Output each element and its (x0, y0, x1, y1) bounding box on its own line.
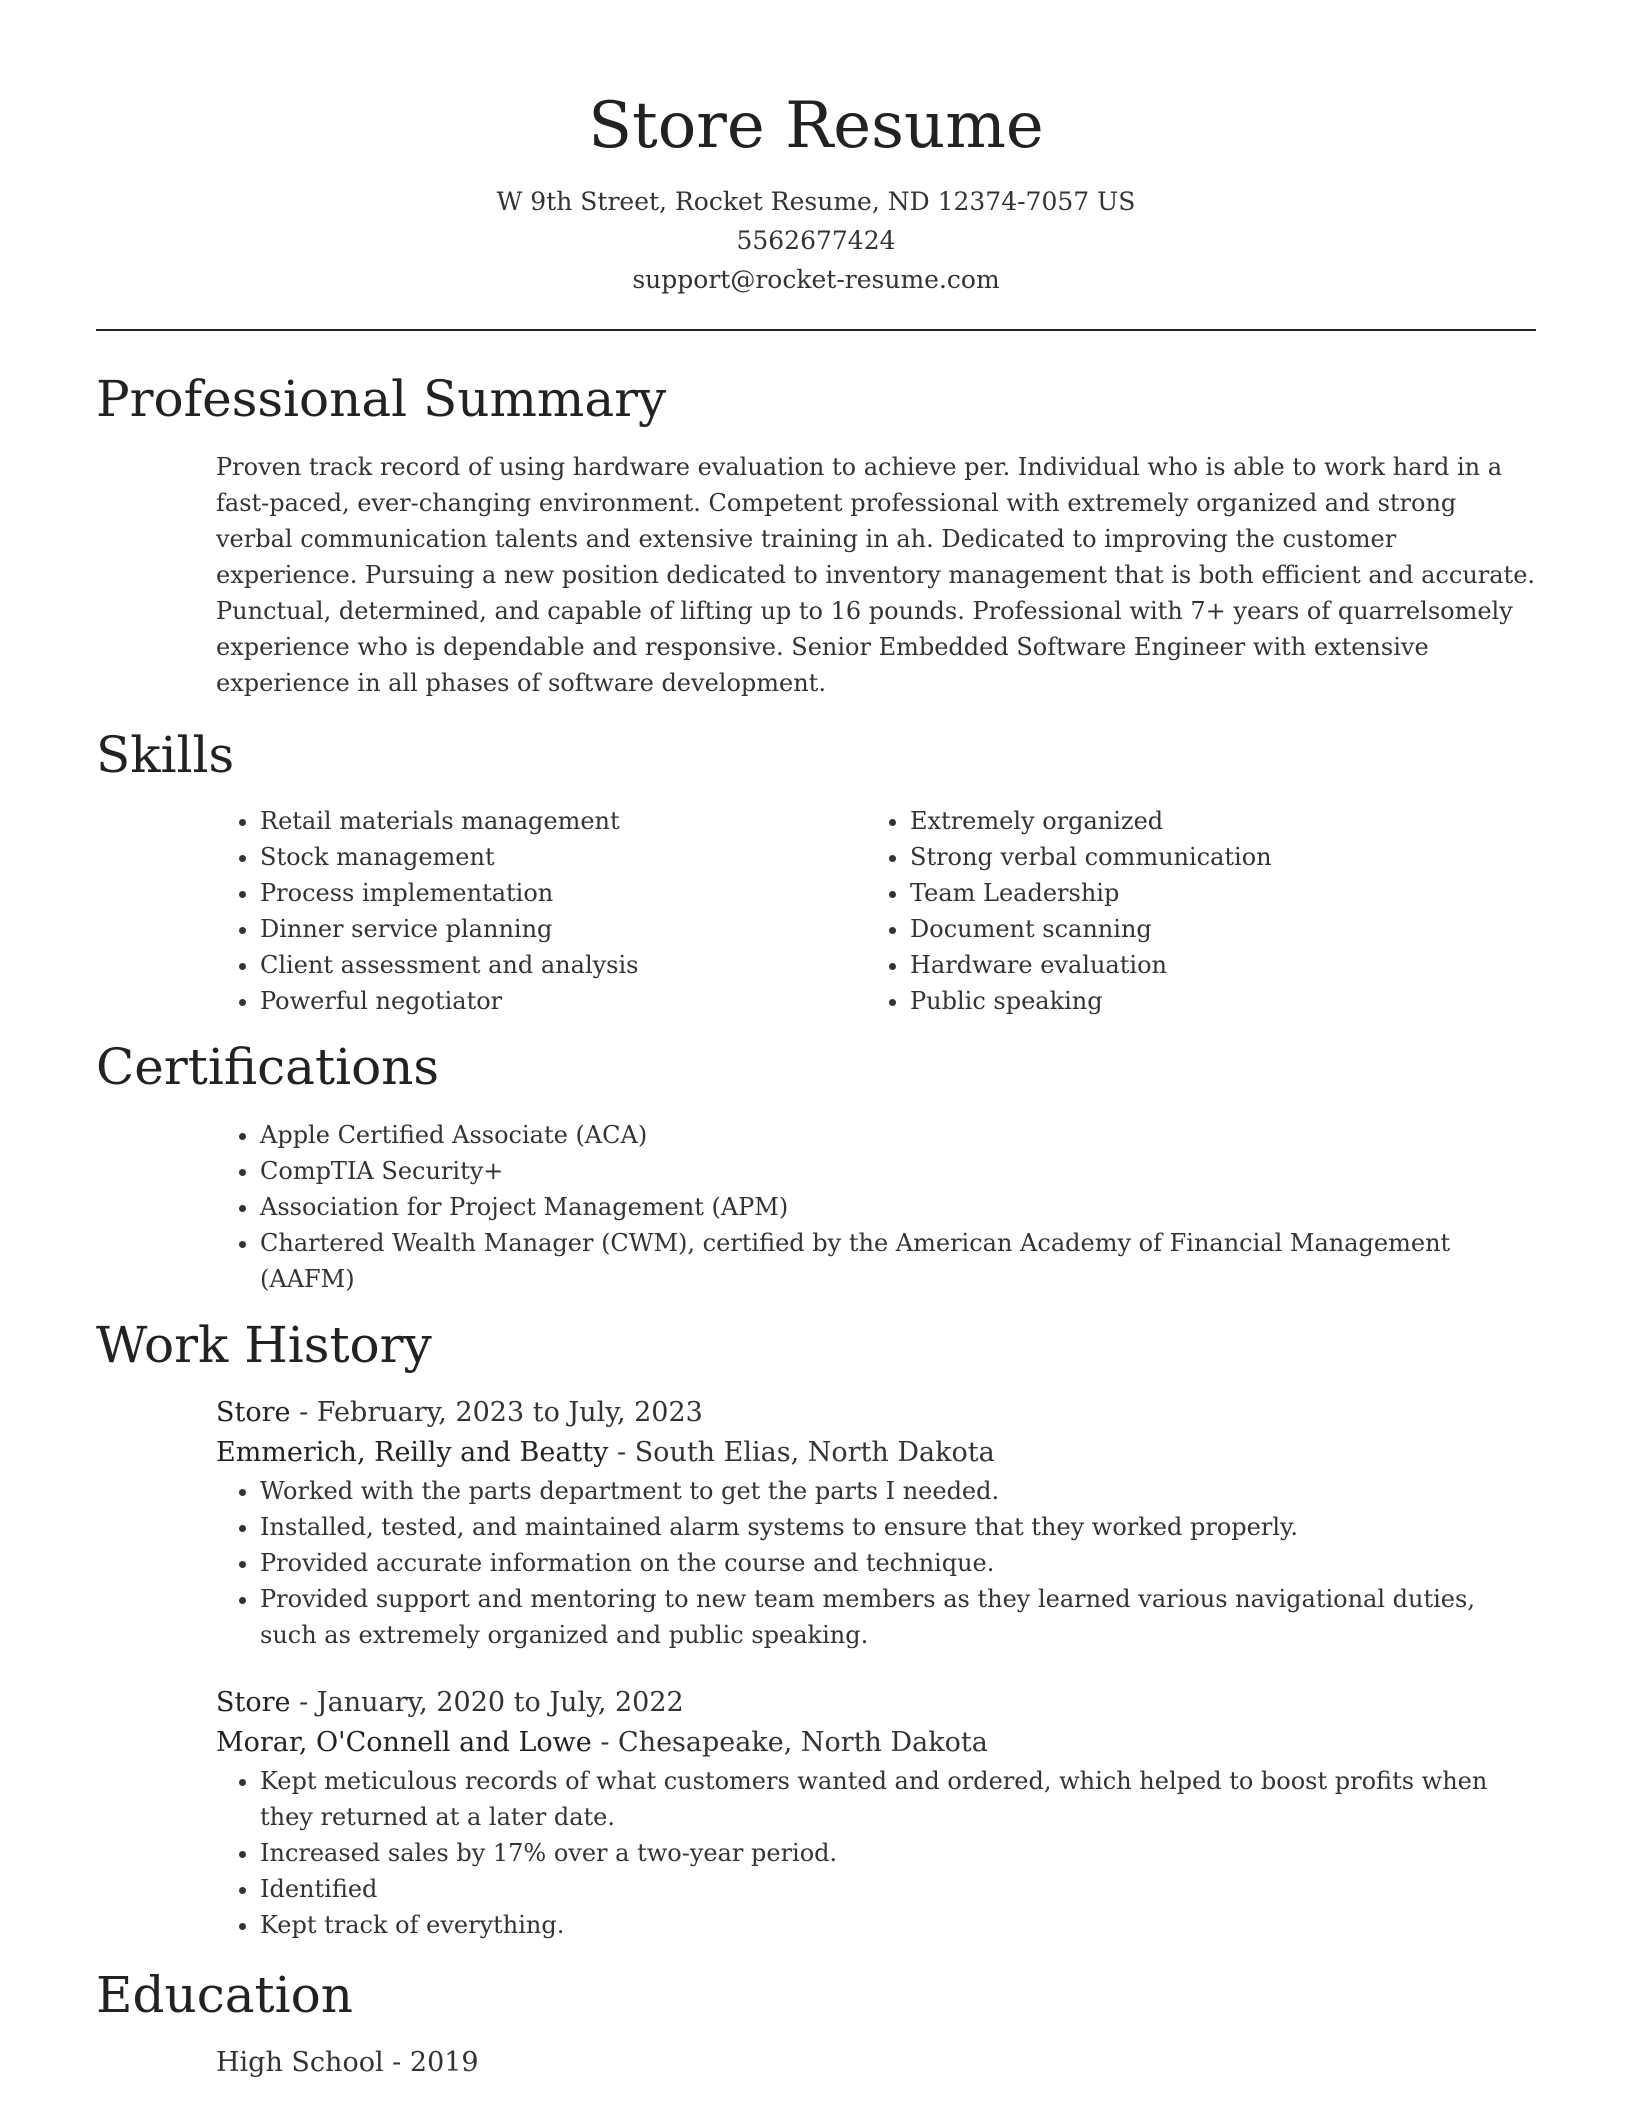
separator: - (383, 2047, 410, 2078)
job-location: Chesapeake, North Dakota (618, 1727, 988, 1758)
job-location: South Elias, North Dakota (634, 1437, 995, 1468)
job-duty: • Provided support and mentoring to new team members as they learned various navigational duties, such as extremely organized and public speaking. (260, 1581, 1536, 1653)
separator: - (608, 1437, 635, 1468)
work-history-heading: Work History (96, 1316, 432, 1374)
job-title: Store (216, 1687, 291, 1718)
skill-item: • Strong verbal communication (910, 839, 1516, 875)
job-entry (216, 1683, 1536, 1943)
certifications-list (216, 1117, 1536, 1297)
skills-section (96, 725, 1536, 1019)
summary-section (96, 369, 1536, 701)
job-duty: • Increased sales by 17% over a two-year period. (260, 1835, 1536, 1871)
separator: - (290, 1687, 317, 1718)
contact-email: support@rocket-resume.com (632, 265, 1000, 294)
skill-item: • Client assessment and analysis (260, 947, 866, 983)
work-history-section (96, 1315, 1536, 1943)
education-section (96, 1965, 1536, 2083)
job-entry (216, 1393, 1536, 1653)
job-duties-list (216, 1473, 1536, 1653)
job-dates: February, 2023 to July, 2023 (316, 1397, 703, 1428)
job-dates: January, 2020 to July, 2022 (316, 1687, 684, 1718)
education-entry (216, 2043, 1536, 2083)
resume-name: Store Resume (588, 89, 1044, 163)
skill-item: • Retail materials management (260, 803, 866, 839)
certifications-heading: Certifications (96, 1038, 440, 1096)
education-year: 2019 (409, 2047, 479, 2078)
job-duty: • Provided accurate information on the course and technique. (260, 1545, 1536, 1581)
job-title-line (216, 1683, 1536, 1723)
job-duty: • Kept track of everything. (260, 1907, 1536, 1943)
certification-item: • Association for Project Management (APM) (260, 1189, 1536, 1225)
skill-item: • Team Leadership (910, 875, 1516, 911)
contact-block (96, 182, 1536, 299)
job-duty: • Installed, tested, and maintained alarm systems to ensure that they worked properly. (260, 1509, 1536, 1545)
skills-list-left (216, 803, 866, 1019)
education-heading: Education (96, 1966, 353, 2024)
certifications-section (96, 1037, 1536, 1297)
separator: - (591, 1727, 619, 1758)
certification-item: • Chartered Wealth Manager (CWM), certified by the American Academy of Financial Management (AAFM) (260, 1225, 1536, 1297)
skills-column-right (866, 803, 1516, 1019)
resume-page (96, 0, 1536, 2083)
skill-item: • Dinner service planning (260, 911, 866, 947)
job-company: Morar, O'Connell and Lowe (216, 1727, 592, 1758)
job-duty: • Worked with the parts department to get the parts I needed. (260, 1473, 1536, 1509)
job-duty: • Identified (260, 1871, 1536, 1907)
contact-address: W 9th Street, Rocket Resume, ND 12374-7057 US (496, 187, 1136, 216)
skill-item: • Process implementation (260, 875, 866, 911)
skills-column-left (216, 803, 866, 1019)
job-title: Store (216, 1397, 291, 1428)
certifications-list-wrap (216, 1117, 1536, 1297)
skill-item: • Stock management (260, 839, 866, 875)
job-duties-list (216, 1763, 1536, 1943)
job-title-line (216, 1393, 1536, 1433)
job-company-line (216, 1723, 1536, 1763)
contact-phone: 5562677424 (736, 226, 896, 255)
skill-item: • Powerful negotiator (260, 983, 866, 1019)
job-company: Emmerich, Reilly and Beatty (216, 1437, 609, 1468)
skills-columns (216, 803, 1536, 1019)
skill-item: • Hardware evaluation (910, 947, 1516, 983)
resume-header (96, 0, 1536, 299)
skills-heading: Skills (96, 726, 235, 784)
summary-heading: Professional Summary (96, 370, 667, 428)
summary-text: Proven track record of using hardware evaluation to achieve per. Individual who is able to work hard in a fast-paced, ever-changing environment. Competent professional with extremely organized and strong verbal communication talents and extensive training in ah. Dedicated to improving the customer experience. Pursuing a new position dedicated to inventory management that is both efficient and accurate. Punctual, determined, and capable of lifting up to 16 pounds. Professional with 7+ years of quarrelsomely experience who is dependable and responsive. Senior Embedded Software Engineer with extensive experience in all phases of software development. (216, 453, 1536, 697)
skill-item: • Public speaking (910, 983, 1516, 1019)
header-divider (96, 329, 1536, 331)
certification-item: • Apple Certified Associate (ACA) (260, 1117, 1536, 1153)
skill-item: • Extremely organized (910, 803, 1516, 839)
education-degree: High School (216, 2047, 384, 2078)
skill-item: • Document scanning (910, 911, 1516, 947)
job-company-line (216, 1433, 1536, 1473)
separator: - (290, 1397, 317, 1428)
job-duty: • Kept meticulous records of what customers wanted and ordered, which helped to boost profits when they returned at a later date. (260, 1763, 1536, 1835)
skills-list-right (866, 803, 1516, 1019)
certification-item: • CompTIA Security+ (260, 1153, 1536, 1189)
